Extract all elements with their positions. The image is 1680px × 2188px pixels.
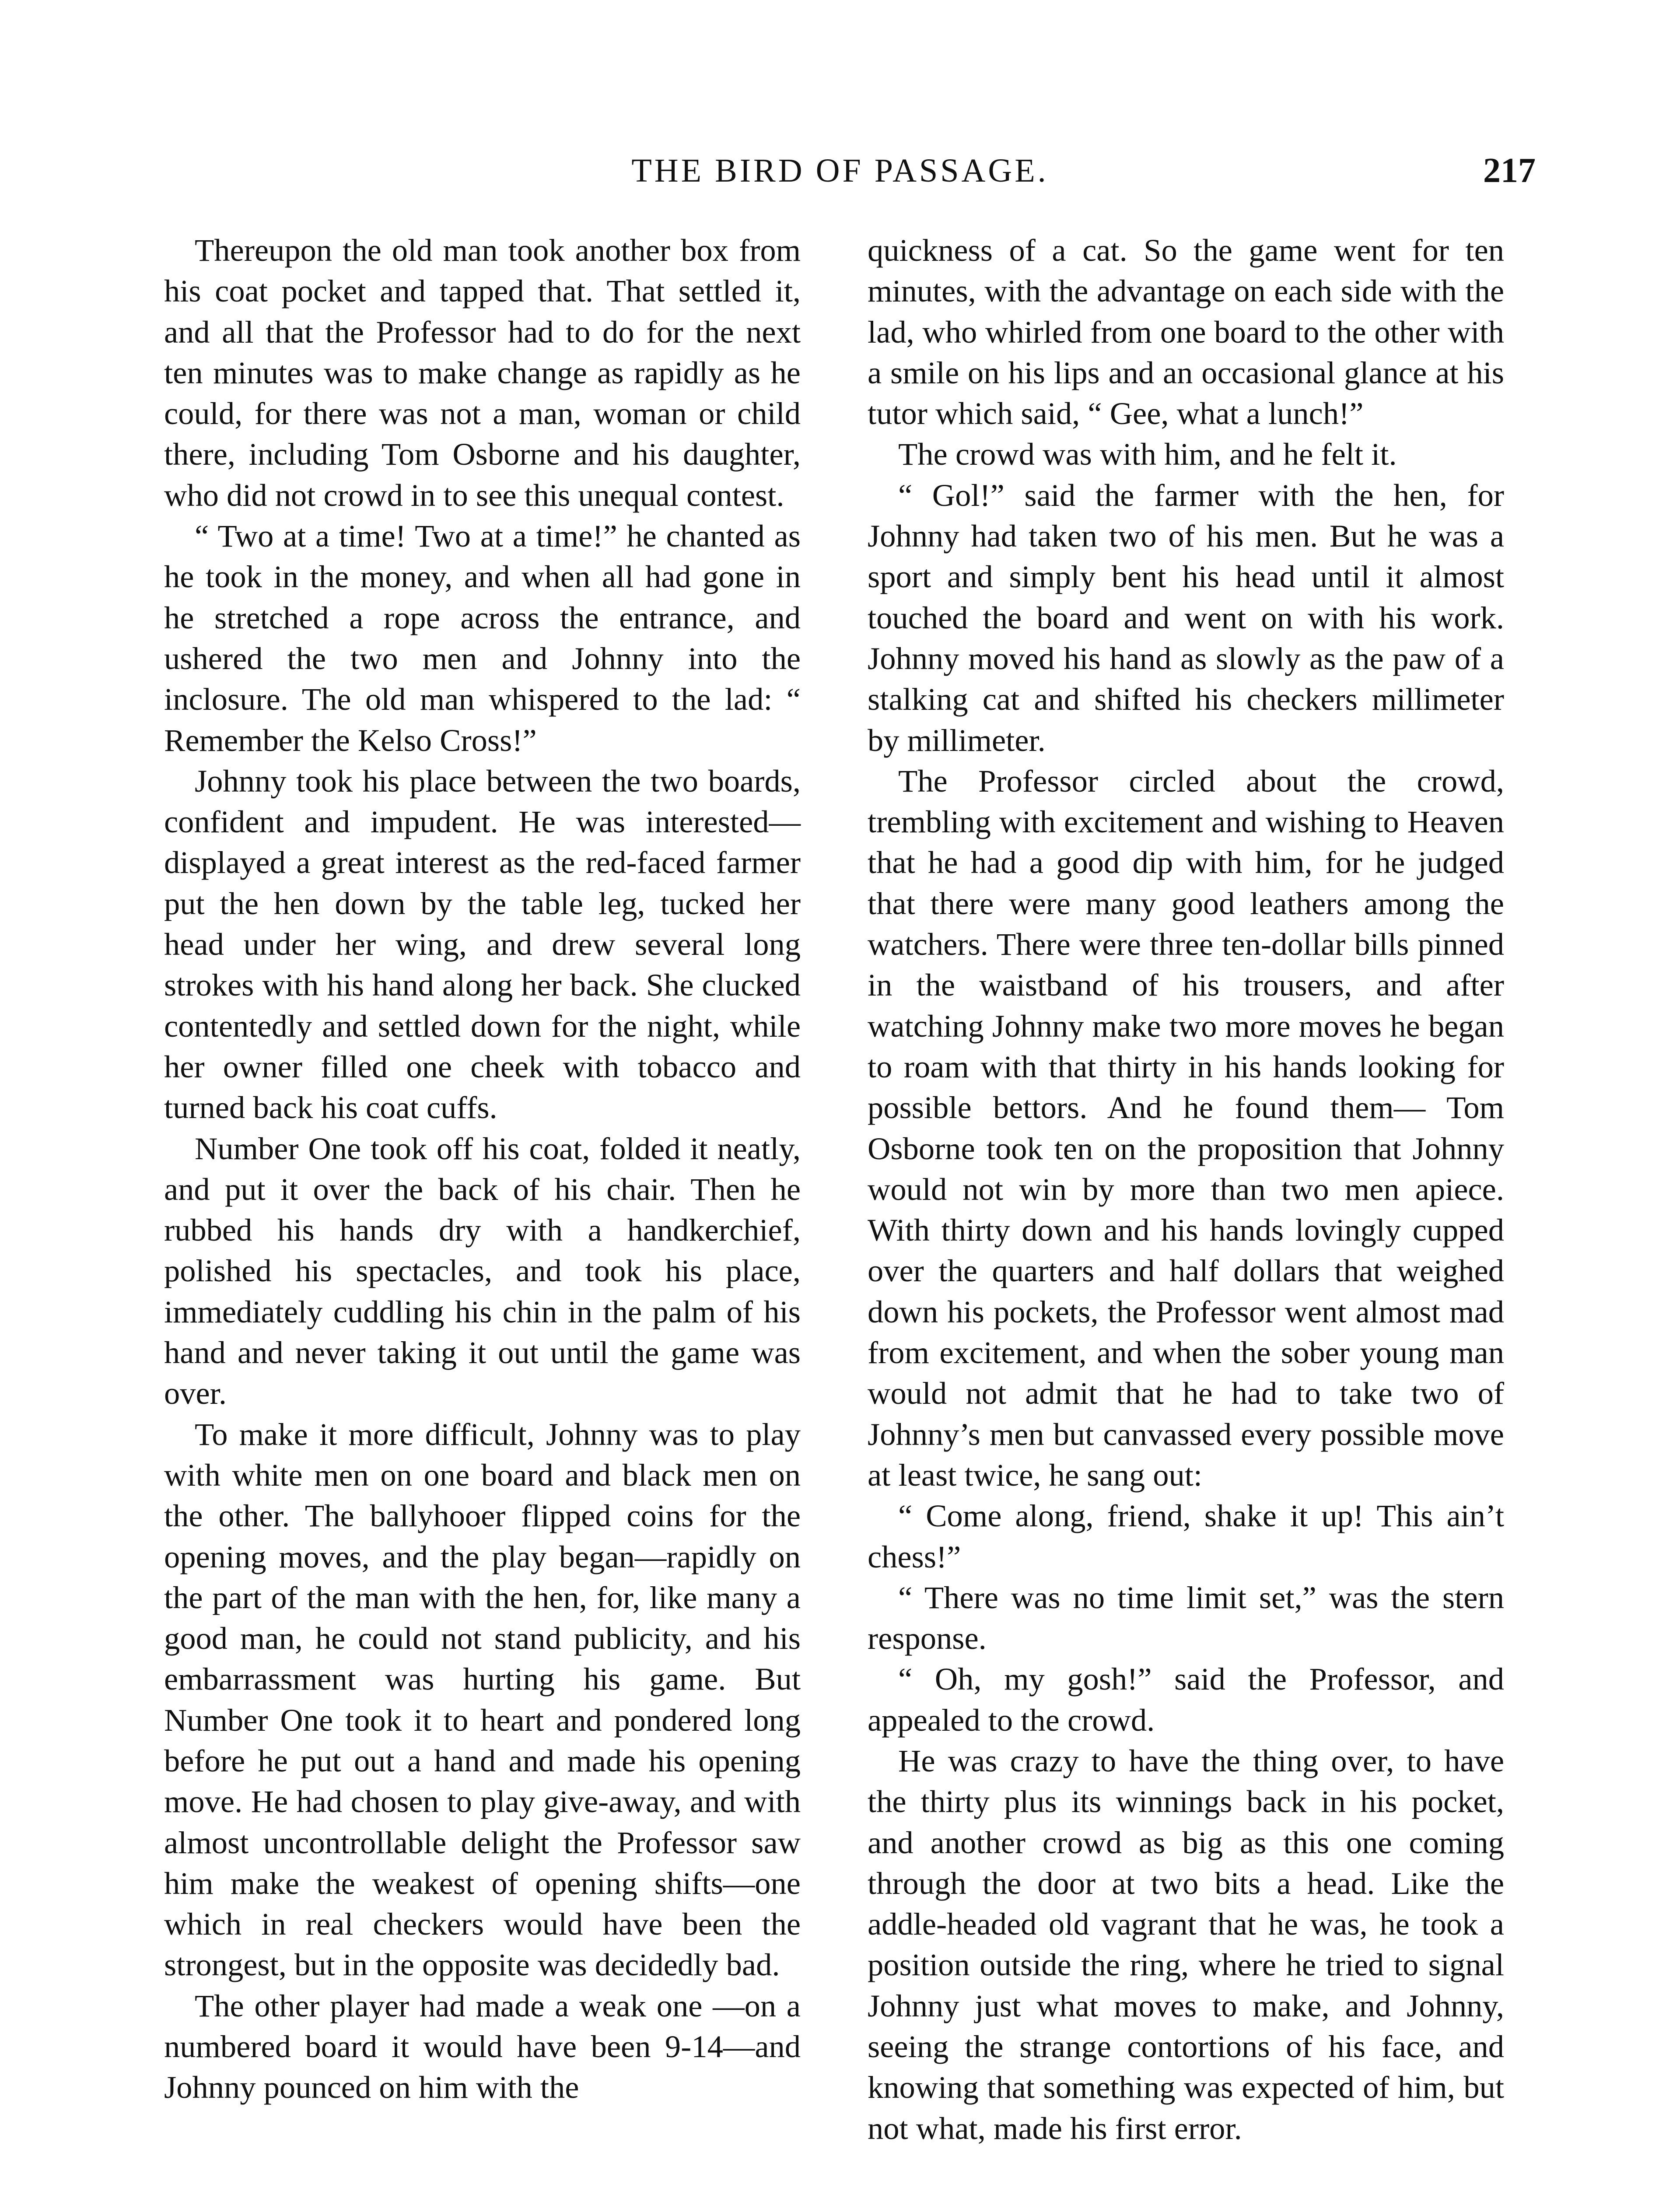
paragraph: “ There was no time limit set,” was the stern response. [868, 1579, 1504, 1656]
paragraph: Number One took off his coat, folded it neatly, and put it over the back of his chair. Then he rubbed his hands dry with a handkerchief, polished his spectacles, and took his place, immediately cuddling his chin in the palm of his hand and never taking it out until the game was over. [164, 1130, 801, 1411]
paragraph: The other player had made a weak one —on a numbered board it would have been 9-14—and Johnny pounced on him with the [164, 1988, 801, 2105]
paragraph: “ Two at a time! Two at a time!” he chanted as he took in the money, and when all had gone in he stretched a rope across the entrance, and ushered the two men and Johnny into the inclosure. The old man whispered to the lad: “ Remember the Kelso Cross!” [164, 518, 801, 758]
running-head [0, 149, 1680, 193]
paragraph: The Professor circled about the crowd, trembling with excitement and wishing to Heaven that he had a good dip with him, for he judged that there were many good leathers among the watchers. There were three ten-dollar bills pinned in the waistband of his trousers, and after watching Johnny make two more moves he began to roam with that thirty in his hands looking for possible bettors. And he found them— Tom Osborne took ten on the proposition that Johnny would not win by more than two men apiece. With thirty down and his hands lovingly cupped over the quarters and half dollars that weighed down his pockets, the Professor went almost mad from excitement, and when the sober young man would not admit that he had to take two of Johnny’s men but canvassed every possible move at least twice, he sang out: [868, 763, 1504, 1493]
paragraph: To make it more difficult, Johnny was to play with white men on one board and black men on the other. The ballyhooer flipped coins for the opening moves, and the play began—rapidly on the part of the man with the hen, for, like many a good man, he could not stand publicity, and his embarrassment was hurting his game. But Number One took it to heart and pondered long before he put out a hand and made his opening move. He had chosen to play give-away, and with almost uncontrollable delight the Professor saw him make the weakest of opening shifts—one which in real checkers would have been the strongest, but in the opposite was decidedly bad. [164, 1416, 801, 1983]
paragraph: The crowd was with him, and he felt it. [898, 436, 1397, 472]
paragraph: Thereupon the old man took another box from his coat pocket and tapped that. That settled it, and all that the Professor had to do for the next ten minutes was to make change as rapidly as he could, for there was not a man, woman or child there, including Tom Osborne and his daughter, who did not crowd in to see this unequal contest. [164, 232, 801, 513]
paragraph: “ Gol!” said the farmer with the hen, for Johnny had taken two of his men. But he was a sport and simply bent his head until it almost touched the board and went on with his work. Johnny moved his hand as slowly as the paw of a stalking cat and shifted his checkers millimeter by millimeter. [868, 477, 1504, 758]
page-number: 217 [1483, 151, 1536, 190]
paragraph: Johnny took his place between the two boards, confident and impudent. He was interested—displayed a great interest as the red-faced farmer put the hen down by the table leg, tucked her head under her wing, and drew several long strokes with his hand along her back. She clucked contentedly and settled down for the night, while her owner filled one cheek with tobacco and turned back his coat cuffs. [164, 763, 801, 1126]
right-column [868, 230, 1504, 2149]
running-title: THE BIRD OF PASSAGE. [631, 152, 1049, 189]
paragraph: He was crazy to have the thing over, to have the thirty plus its winnings back in his pocket, and another crowd as big as this one coming through the door at two bits a head. Like the addle-headed old vagrant that he was, he took a position outside the ring, where he tried to signal Johnny just what moves to make, and Johnny, seeing the strange contortions of his face, and knowing that something was expected of him, but not what, made his first error. [868, 1743, 1504, 2146]
paragraph: “ Oh, my gosh!” said the Professor, and appealed to the crowd. [868, 1661, 1504, 1738]
paragraph: “ Come along, friend, shake it up! This ain’t chess!” [868, 1498, 1504, 1574]
left-column [164, 230, 801, 2108]
paragraph-continuation: quickness of a cat. So the game went for ten minutes, with the advantage on each side with the lad, who whirled from one board to the other with a smile on his lips and an occasional glance at his tutor which said, “ Gee, what a lunch!” [868, 232, 1504, 431]
